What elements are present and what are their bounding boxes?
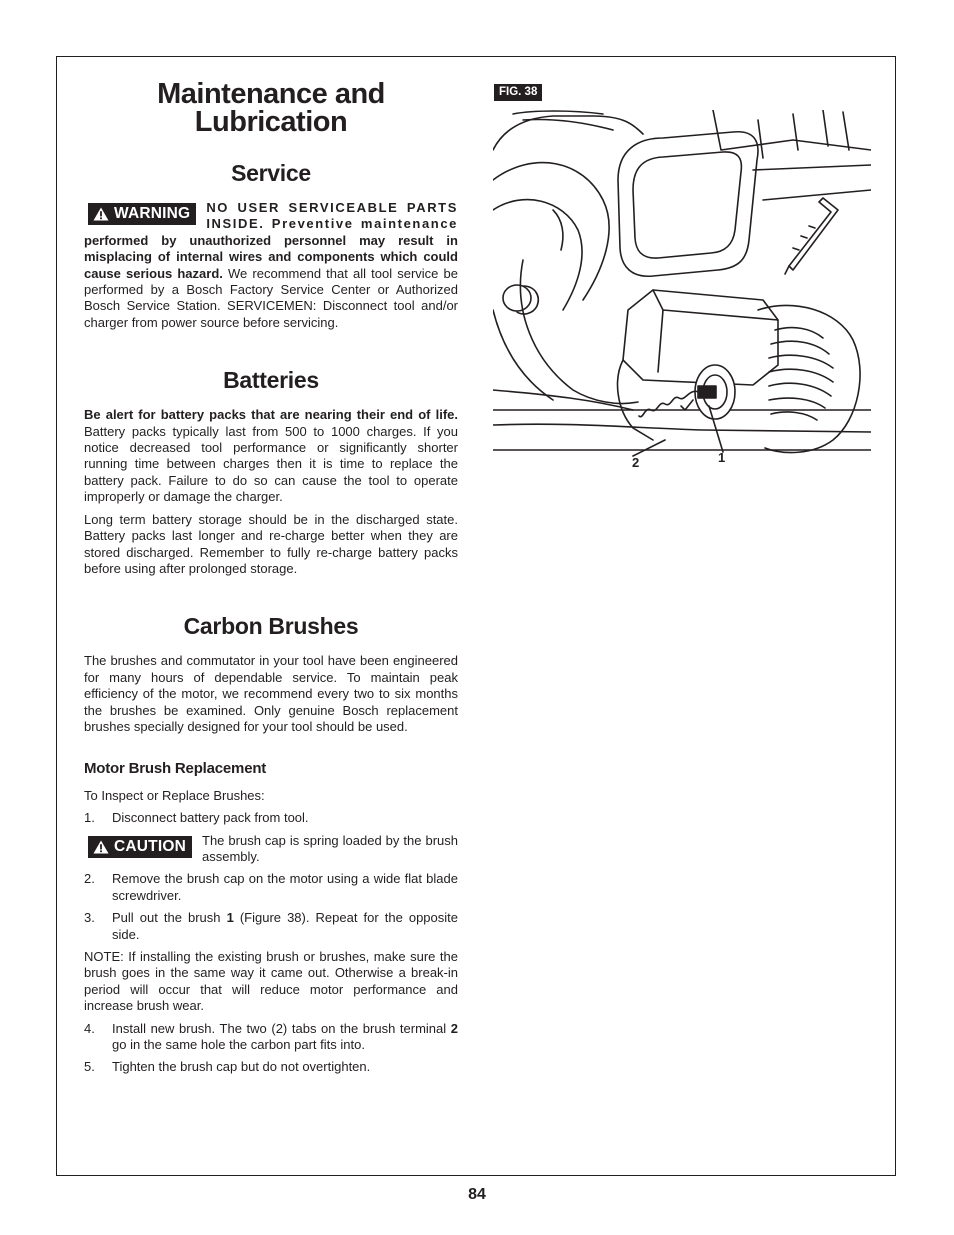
motor-intro: To Inspect or Replace Brushes: xyxy=(84,787,265,803)
warning-block xyxy=(84,200,458,337)
warning-triangle-icon xyxy=(93,207,109,221)
step-2: 2. Remove the brush cap on the motor using a wide flat blade screwdriver. xyxy=(84,871,458,903)
warning-bold: performed by unauthorized personnel may result in misplacing of internal wires and components which could cause serious hazard. xyxy=(84,232,458,281)
batteries-paragraph-1: Be alert for battery packs that are nearing their end of life. Battery packs typically last from 500 to 1000 charges. If you notice decreased tool performance or significantly shorter running time between charges then it is time to replace the battery pack. Failure to do so can cause the tool to operate improperly or damage the charger. xyxy=(84,407,458,505)
warning-badge: WARNING xyxy=(88,203,196,225)
caution-text: The brush cap is spring loaded by the brush assembly. xyxy=(202,832,458,864)
step-3: 3. Pull out the brush 1 (Figure 38). Repeat for the opposite side. xyxy=(84,910,459,942)
callout-1: 1 xyxy=(718,450,726,465)
motor-brush-heading: Motor Brush Replacement xyxy=(84,760,267,778)
service-heading: Service xyxy=(231,160,311,186)
note: NOTE: If installing the existing brush or brushes, make sure the brush goes in the same way it came out. Otherwise a break-in period will occur that will reduce motor performance and increase brush wear. xyxy=(84,949,458,1014)
caution-triangle-icon xyxy=(93,840,109,854)
caution-badge: CAUTION xyxy=(88,836,192,858)
left-column xyxy=(84,80,458,1082)
batteries-heading: Batteries xyxy=(223,367,319,394)
caution-block xyxy=(84,833,458,872)
motor-brush-illustration-icon xyxy=(493,110,871,474)
warning-bold-spaced: NO USER SERVICEABLE PARTS INSIDE. Preventive maintenance xyxy=(206,200,458,232)
step-4: 4. Install new brush. The two (2) tabs on the brush terminal 2 go in the same hole the carbon part fits into. xyxy=(84,1020,458,1053)
page-title: Maintenance and Lubrication xyxy=(157,78,385,138)
callout-2: 2 xyxy=(632,455,640,470)
figure-label: FIG. 38 xyxy=(494,84,542,101)
step-1: 1. Disconnect battery pack from tool. xyxy=(84,810,309,826)
batteries-paragraph-2: Long term battery storage should be in the discharged state. Battery packs last longer and re-charge better when they are stored discharged. Remember to fully re-charge battery packs before using after prolonged storage. xyxy=(84,511,458,576)
page-number: 84 xyxy=(468,1186,486,1203)
carbon-paragraph: The brushes and commutator in your tool have been engineered for many hours of dependable service. To maintain peak efficiency of the motor, we recommend every two to six months the brushes be examined. Only genuine Bosch replacement brushes specially designed for your tool should be used. xyxy=(84,653,458,734)
step-5: 5. Tighten the brush cap but do not overtighten. xyxy=(84,1059,371,1075)
carbon-brushes-heading: Carbon Brushes xyxy=(183,613,359,640)
warning-text: We recommend that all tool service be performed by a Bosch Factory Service Center or Authorized Bosch Service Station. SERVICEMEN: Disconnect tool and/or charger from power source before servicing. xyxy=(84,265,458,330)
